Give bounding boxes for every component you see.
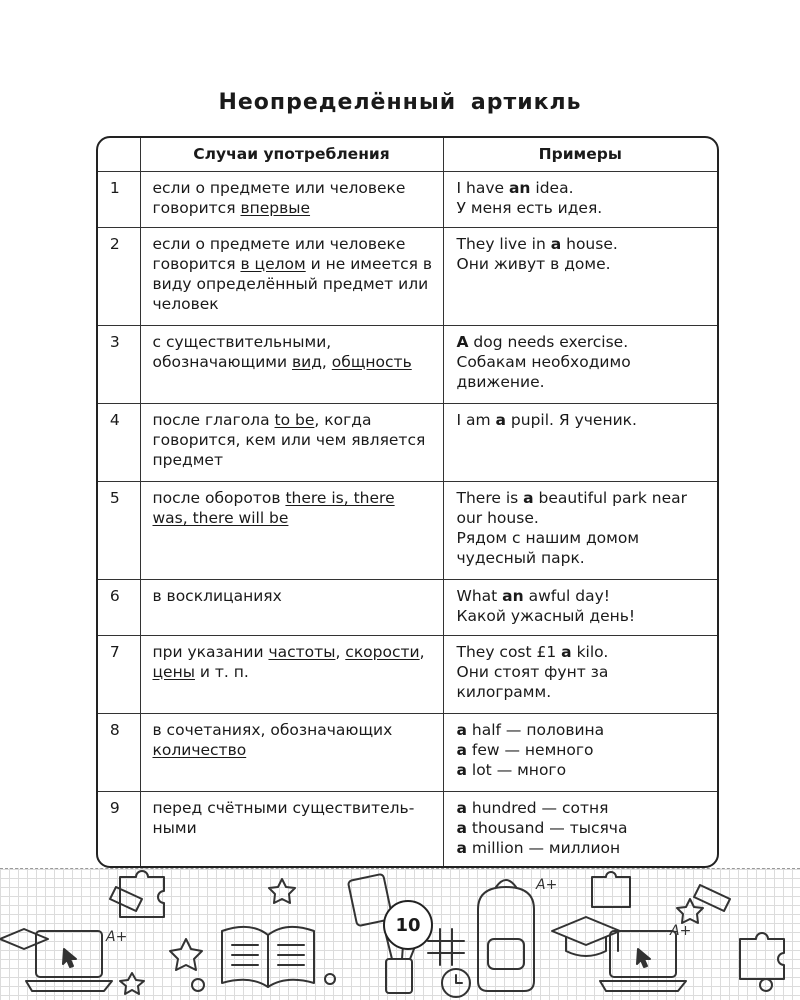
example-cell [443,227,717,325]
example-text: They cost £1 [456,642,562,661]
example-text: thousand — тысяча [466,818,628,837]
case-text: , [321,352,332,371]
underlined-term: впервые [240,198,311,217]
example-text: What [456,586,503,605]
article-word: an [508,178,531,197]
example-text: I am [456,410,496,429]
underlined-term: to be [274,410,315,429]
example-text: Рядом с нашим домом чудесный парк. [456,528,640,567]
underlined-term: общность [331,352,412,371]
alarm-clock-icon [442,969,470,997]
example-cell [443,713,717,791]
table-row [98,579,717,635]
article-word: a [456,740,467,759]
article-word: A [456,332,469,351]
example-cell [443,481,717,579]
table-row [98,227,717,325]
example-line [457,352,708,392]
example-text: Они стоят фунт за килограмм. [456,662,609,701]
example-cell [443,325,717,403]
laptop-icon [600,931,686,991]
example-line [457,740,708,760]
example-line [457,332,708,352]
usage-case-cell [140,579,443,635]
row-number: 8 [98,713,140,791]
example-cell [443,171,717,227]
article-word: a [456,720,467,739]
example-text: They live in [456,234,551,253]
example-line [457,662,708,702]
article-usage-table [96,136,719,868]
grade-label: A+ [670,923,692,939]
row-number: 4 [98,403,140,481]
table-row [98,713,717,791]
article-word: a [456,818,467,837]
grade-label: A+ [106,929,128,945]
example-cell [443,403,717,481]
example-text: I have [456,178,509,197]
row-number: 5 [98,481,140,579]
example-line [457,198,708,218]
laptop-icon [26,931,112,991]
usage-case-cell [140,325,443,403]
underlined-term: вид [291,352,322,371]
article-word: a [456,760,467,779]
example-line [457,528,708,568]
row-number: 6 [98,579,140,635]
usage-case-cell [140,791,443,866]
book-icon [222,927,314,987]
table-row [98,403,717,481]
underlined-term: частоты [268,642,336,661]
case-text: , когда говорится, кем или чем является предмет [152,410,426,469]
row-number: 3 [98,325,140,403]
row-number: 2 [98,227,140,325]
underlined-term: в целом [240,254,306,273]
graduation-cap-icon [0,917,620,956]
usage-case-cell [140,227,443,325]
case-text: если о предмете или человеке говорится [152,234,406,273]
example-text: beautiful park near our house. [456,488,687,527]
article-word: a [550,234,562,253]
underlined-term: скорости [345,642,420,661]
article-word: a [495,410,506,429]
case-text: в сочетаниях, обозначающих [152,720,393,739]
article-word: a [456,838,467,857]
example-line [457,410,708,430]
example-text: У меня есть идея. [456,198,603,217]
usage-table [98,138,717,866]
underlined-term: there is, there was, there will be [152,488,395,527]
table-row [98,635,717,713]
case-text: в восклицаниях [152,586,282,605]
example-line [457,760,708,780]
usage-case-cell [140,635,443,713]
article-word: an [502,586,524,605]
example-line [457,838,708,858]
example-line [457,586,708,606]
case-text: с существительными, обозначающими [152,332,332,371]
table-row [98,171,717,227]
underlined-term: количество [152,740,247,759]
case-text: , [335,642,346,661]
example-line [457,798,708,818]
tic-tac-toe-icon [428,929,464,965]
grade-label: A+ [536,877,558,893]
example-line [457,488,708,528]
example-text: hundred — сотня [466,798,609,817]
example-text: kilo. [571,642,609,661]
case-text: и т. п. [194,662,249,681]
example-line [457,254,708,274]
underlined-term: цены [152,662,195,681]
case-text: при указании [152,642,269,661]
example-cell [443,791,717,866]
example-text: half — половина [466,720,605,739]
example-text: million — миллион [466,838,621,857]
header-examples: Примеры [443,138,717,171]
article-word: a [561,642,572,661]
example-text: Какой ужасный день! [456,606,636,625]
row-number: 1 [98,171,140,227]
article-word: a [523,488,534,507]
example-text: idea. [530,178,574,197]
case-text: , [419,642,425,661]
example-line [457,234,708,254]
example-cell [443,579,717,635]
page-number: 10 [383,900,433,950]
case-text: перед счётными существитель-ными [152,798,415,837]
example-line [457,720,708,740]
example-text: lot — много [466,760,567,779]
header-cases: Случаи употребления [140,138,443,171]
example-text: Собакам необходимо движение. [456,352,631,391]
puzzle-piece-icon [120,871,164,917]
table-row [98,481,717,579]
usage-case-cell [140,481,443,579]
page-title: Неопределённый артикль [218,90,582,115]
usage-case-cell [140,713,443,791]
usage-case-cell [140,403,443,481]
example-text: Они живут в доме. [456,254,611,273]
table-header-row [98,138,717,171]
row-number: 7 [98,635,140,713]
example-text: There is [456,488,524,507]
article-word: a [456,798,467,817]
case-text: и не имеется в виду определённый предмет или человек [152,254,433,313]
example-text: awful day! [523,586,610,605]
example-line [457,642,708,662]
case-text: после глагола [152,410,275,429]
example-line [457,818,708,838]
case-text: если о предмете или человеке говорится [152,178,406,217]
example-text: pupil. Я ученик. [506,410,637,429]
case-text: после оборотов [152,488,286,507]
example-line [457,178,708,198]
example-text: few — немного [466,740,594,759]
backpack-icon [478,880,534,991]
table-body [98,171,717,866]
example-text: house. [561,234,618,253]
example-cell [443,635,717,713]
usage-case-cell [140,171,443,227]
header-num [98,138,140,171]
row-number: 9 [98,791,140,866]
example-text: dog needs exercise. [468,332,629,351]
example-line [457,606,708,626]
table-row [98,325,717,403]
table-row [98,791,717,866]
